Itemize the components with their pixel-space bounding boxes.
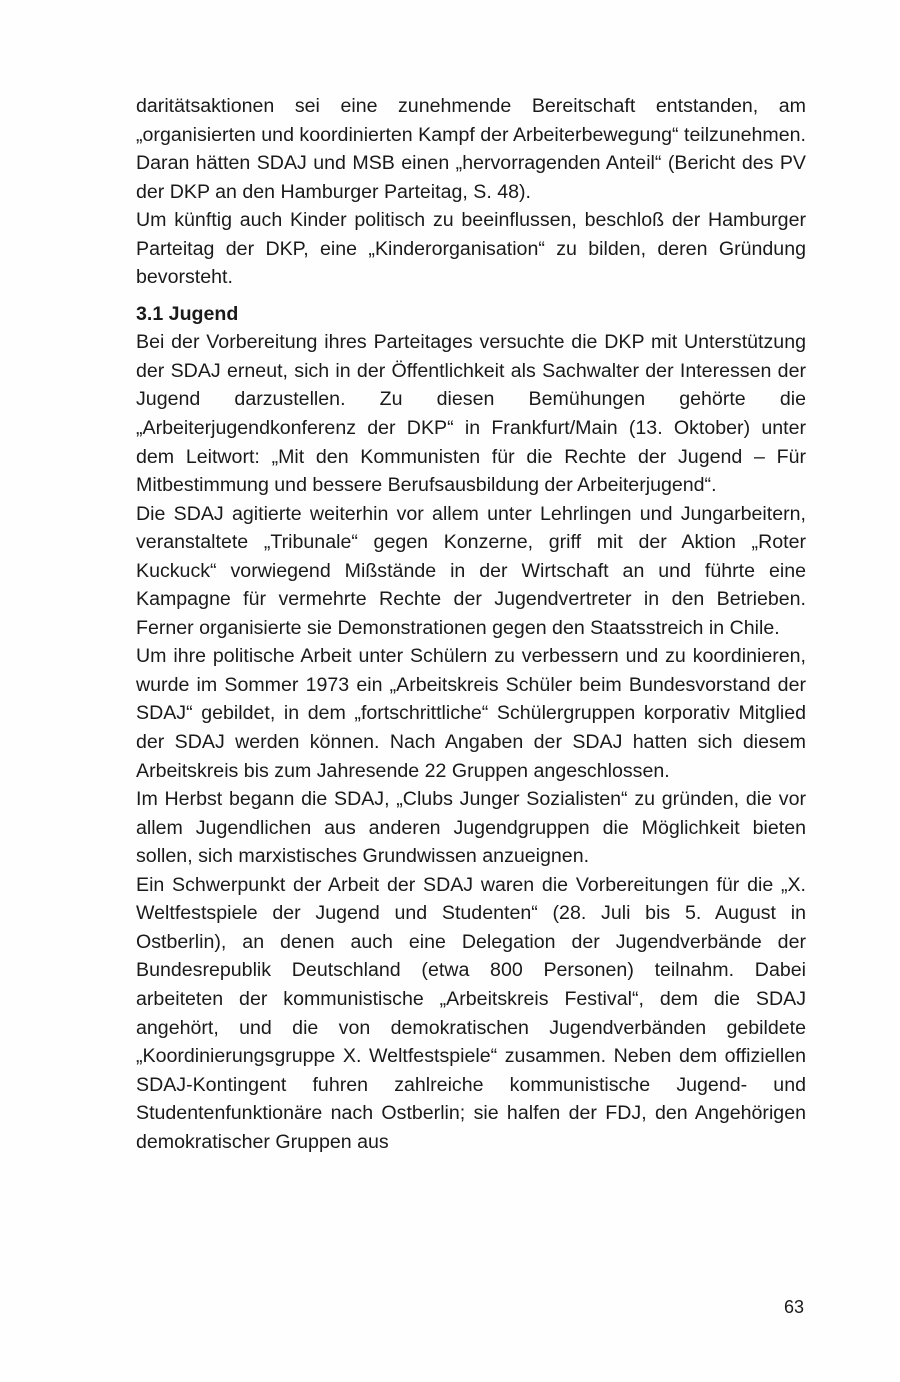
- paragraph: Die SDAJ agitierte weiterhin vor allem unter Lehrlingen und Jungarbeitern, veranstaltete „Tribunale“ gegen Konzerne, griff mit der Aktion „Roter Kuckuck“ vorwiegend Mißstände in der Wirtschaft an und führte eine Kampagne für vermehrte Rechte der Jugendvertreter in den Betrieben. Ferner organisierte sie Demonstrationen gegen den Staatsstreich in Chile.: [136, 502, 806, 639]
- paragraph: Bei der Vorbereitung ihres Parteitages versuchte die DKP mit Unterstützung der SDAJ erneut, sich in der Öffentlichkeit als Sachwalter der Interessen der Jugend darzustellen. Zu diesen Bemühungen gehörte die „Arbeiterjugendkonferenz der DKP“ in Frankfurt/Main (13. Oktober) unter dem Leitwort: „Mit den Kommunisten für die Rechte der Jugend – Für Mitbestimmung und bessere Berufsausbildung der Arbeiterjugend“.: [136, 331, 806, 497]
- page-number: 63: [784, 1297, 805, 1317]
- paragraph: daritätsaktionen sei eine zunehmende Bereitschaft entstanden, am „organisierten und koordinierten Kampf der Arbeiterbewegung“ teilzunehmen. Daran hätten SDAJ und MSB einen „hervorragenden Anteil“ (Bericht des PV der DKP an den Hamburger Parteitag, S. 48).: [136, 95, 806, 203]
- body-text: [136, 92, 806, 1156]
- paragraph: Im Herbst begann die SDAJ, „Clubs Junger Sozialisten“ zu gründen, die vor allem Jugendlichen aus anderen Jugendgruppen die Möglichkeit bieten sollen, sich marxistisches Grundwissen anzueignen.: [136, 788, 806, 868]
- paragraph: Ein Schwerpunkt der Arbeit der SDAJ waren die Vorbereitungen für die „X. Weltfestspiele der Jugend und Studenten“ (28. Juli bis 5. August in Ostberlin), an denen auch eine Delegation der Jugendverbände der Bundesrepublik Deutschland (etwa 800 Personen) teilnahm. Dabei arbeiteten der kommunistische „Arbeitskreis Festival“, dem die SDAJ angehört, und die von demokratischen Jugendverbänden gebildete „Koordinierungsgruppe X. Weltfestspiele“ zusammen. Neben dem offiziellen SDAJ-Kontingent fuhren zahlreiche kommunistische Jugend- und Studentenfunktionäre nach Ostberlin; sie halfen der FDJ, den Angehörigen demokratischer Gruppen aus: [136, 873, 806, 1153]
- section-heading: 3.1 Jugend: [136, 302, 239, 325]
- paragraph: Um ihre politische Arbeit unter Schülern zu verbessern und zu koordinieren, wurde im Sommer 1973 ein „Arbeitskreis Schüler beim Bundesvorstand der SDAJ“ gebildet, in dem „fortschrittliche“ Schülergruppen korporativ Mitglied der SDAJ werden können. Nach Angaben der SDAJ hatten sich diesem Arbeitskreis bis zum Jahresende 22 Gruppen angeschlossen.: [136, 645, 806, 782]
- paragraph: Um künftig auch Kinder politisch zu beeinflussen, beschloß der Hamburger Parteitag der DKP, eine „Kinderorganisation“ zu bilden, deren Gründung bevorsteht.: [136, 209, 806, 289]
